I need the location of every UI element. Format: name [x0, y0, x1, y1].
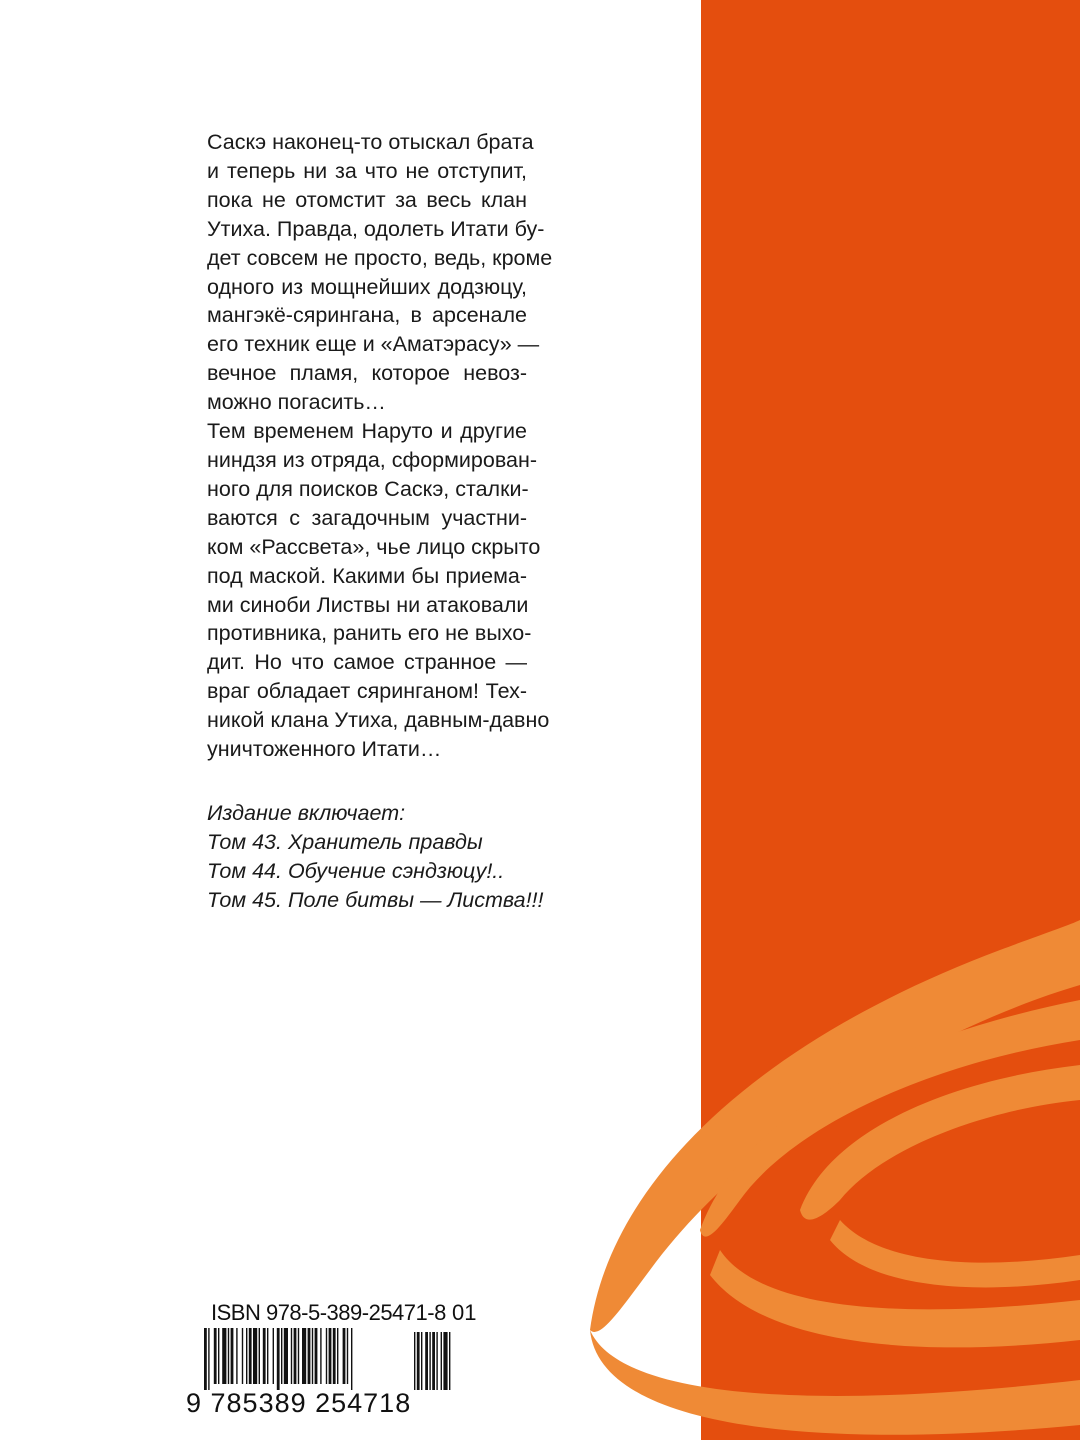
description-line: Саскэ наконец-то отыскал брата	[207, 130, 534, 154]
barcode-bar	[228, 1328, 229, 1384]
barcode-bar	[315, 1328, 318, 1384]
barcode-bar	[347, 1328, 348, 1384]
barcode-digits: 9 785389 254718	[186, 1388, 412, 1418]
description-line: уничтоженного Итати…	[207, 737, 442, 762]
barcode-bar	[222, 1328, 226, 1384]
orange-side-panel	[701, 0, 1080, 1440]
barcode-bar	[242, 1328, 243, 1384]
barcode-addon-bar	[429, 1332, 430, 1390]
barcode-bar	[329, 1328, 332, 1384]
barcode-bar	[284, 1328, 288, 1384]
description-line: ком «Рассвета», чье лицо скрыто	[207, 534, 541, 559]
edition-includes	[207, 799, 544, 915]
barcode-bar	[326, 1328, 327, 1384]
barcode-bar	[302, 1328, 306, 1384]
volume-item: Том 45. Поле битвы — Листва!!!	[207, 887, 544, 912]
description-line: дит. Но что самое странное —	[207, 650, 527, 675]
description-line: вечное пламя, которое невоз-	[207, 361, 527, 386]
description-line: одного из мощнейших додзюцу,	[207, 274, 527, 299]
barcode-bar	[231, 1328, 234, 1384]
barcode-bar	[308, 1328, 311, 1384]
orange-panel-graphic	[701, 0, 1080, 1440]
description-line: ваются с загадочным участни-	[207, 505, 527, 530]
barcode-bar	[351, 1328, 352, 1390]
barcode-bar	[267, 1328, 268, 1384]
description-line: ниндзя из отряда, сформирован-	[207, 447, 537, 472]
barcode-bar	[246, 1328, 247, 1384]
barcode-bar	[291, 1328, 292, 1384]
isbn-addon: 01	[452, 1300, 477, 1325]
barcode-bar	[273, 1328, 274, 1384]
barcode-bar	[298, 1328, 299, 1384]
barcode-bar	[259, 1328, 260, 1384]
description-text	[207, 128, 553, 764]
barcode-bar	[208, 1328, 209, 1390]
barcode-bars	[204, 1328, 474, 1390]
barcode-bar	[263, 1328, 266, 1384]
barcode-bar	[281, 1328, 282, 1384]
isbn-barcode	[180, 1300, 480, 1425]
barcode-addon-bar	[421, 1332, 422, 1390]
description-line: ного для поисков Саскэ, сталки-	[207, 476, 529, 501]
barcode-bar	[320, 1328, 321, 1384]
barcode-bar	[204, 1328, 207, 1390]
barcode-addon-bar	[414, 1332, 415, 1390]
barcode-bar	[337, 1328, 338, 1384]
description-line: пока не отомстит за весь клан	[207, 187, 527, 212]
description-line: его техник еще и «Аматэрасу» —	[207, 332, 540, 357]
volume-item: Том 44. Обучение сэндзюцу!..	[207, 858, 505, 883]
barcode-bar	[214, 1328, 217, 1384]
barcode-addon-bar	[449, 1332, 450, 1390]
description-line: мангэкё-сярингана, в арсенале	[207, 303, 527, 328]
barcode-bar	[312, 1328, 313, 1384]
barcode-addon-bar	[432, 1332, 435, 1390]
barcode-bar	[249, 1328, 252, 1384]
barcode-addon-bar	[436, 1332, 437, 1390]
volume-item: Том 43. Хранитель правды	[207, 829, 483, 854]
barcode-addon-bar	[425, 1332, 428, 1390]
description-line: противника, ранить его не выхо-	[207, 621, 532, 646]
barcode-bar	[218, 1328, 219, 1384]
barcode-addon-bar	[443, 1332, 447, 1390]
barcode-bar	[343, 1328, 346, 1384]
description-line: Утиха. Правда, одолеть Итати бу-	[207, 216, 545, 241]
description-line: враг обладает сяринганом! Тех-	[207, 679, 527, 704]
barcode-bar	[253, 1328, 257, 1384]
description-line: ми синоби Листвы ни атаковали	[207, 592, 529, 617]
barcode-addon-bar	[417, 1332, 420, 1390]
description-line: и теперь ни за что не отступит,	[207, 158, 527, 183]
description-line: Тем временем Наруто и другие	[207, 419, 527, 444]
barcode-addon-bar	[441, 1332, 442, 1390]
description-line: под маской. Какими бы приема-	[207, 563, 527, 588]
barcode-bar	[277, 1328, 280, 1390]
description-line: можно погасить…	[207, 390, 386, 415]
barcode-bar	[333, 1328, 336, 1384]
isbn-label: ISBN 978-5-389-25471-8	[211, 1300, 446, 1325]
barcode-bar	[236, 1328, 237, 1384]
barcode-bar	[294, 1328, 297, 1384]
includes-heading: Издание включает:	[207, 801, 406, 825]
description-line: дет совсем не просто, ведь, кроме	[207, 245, 553, 270]
description-line: никой клана Утиха, давным-давно	[207, 708, 550, 733]
